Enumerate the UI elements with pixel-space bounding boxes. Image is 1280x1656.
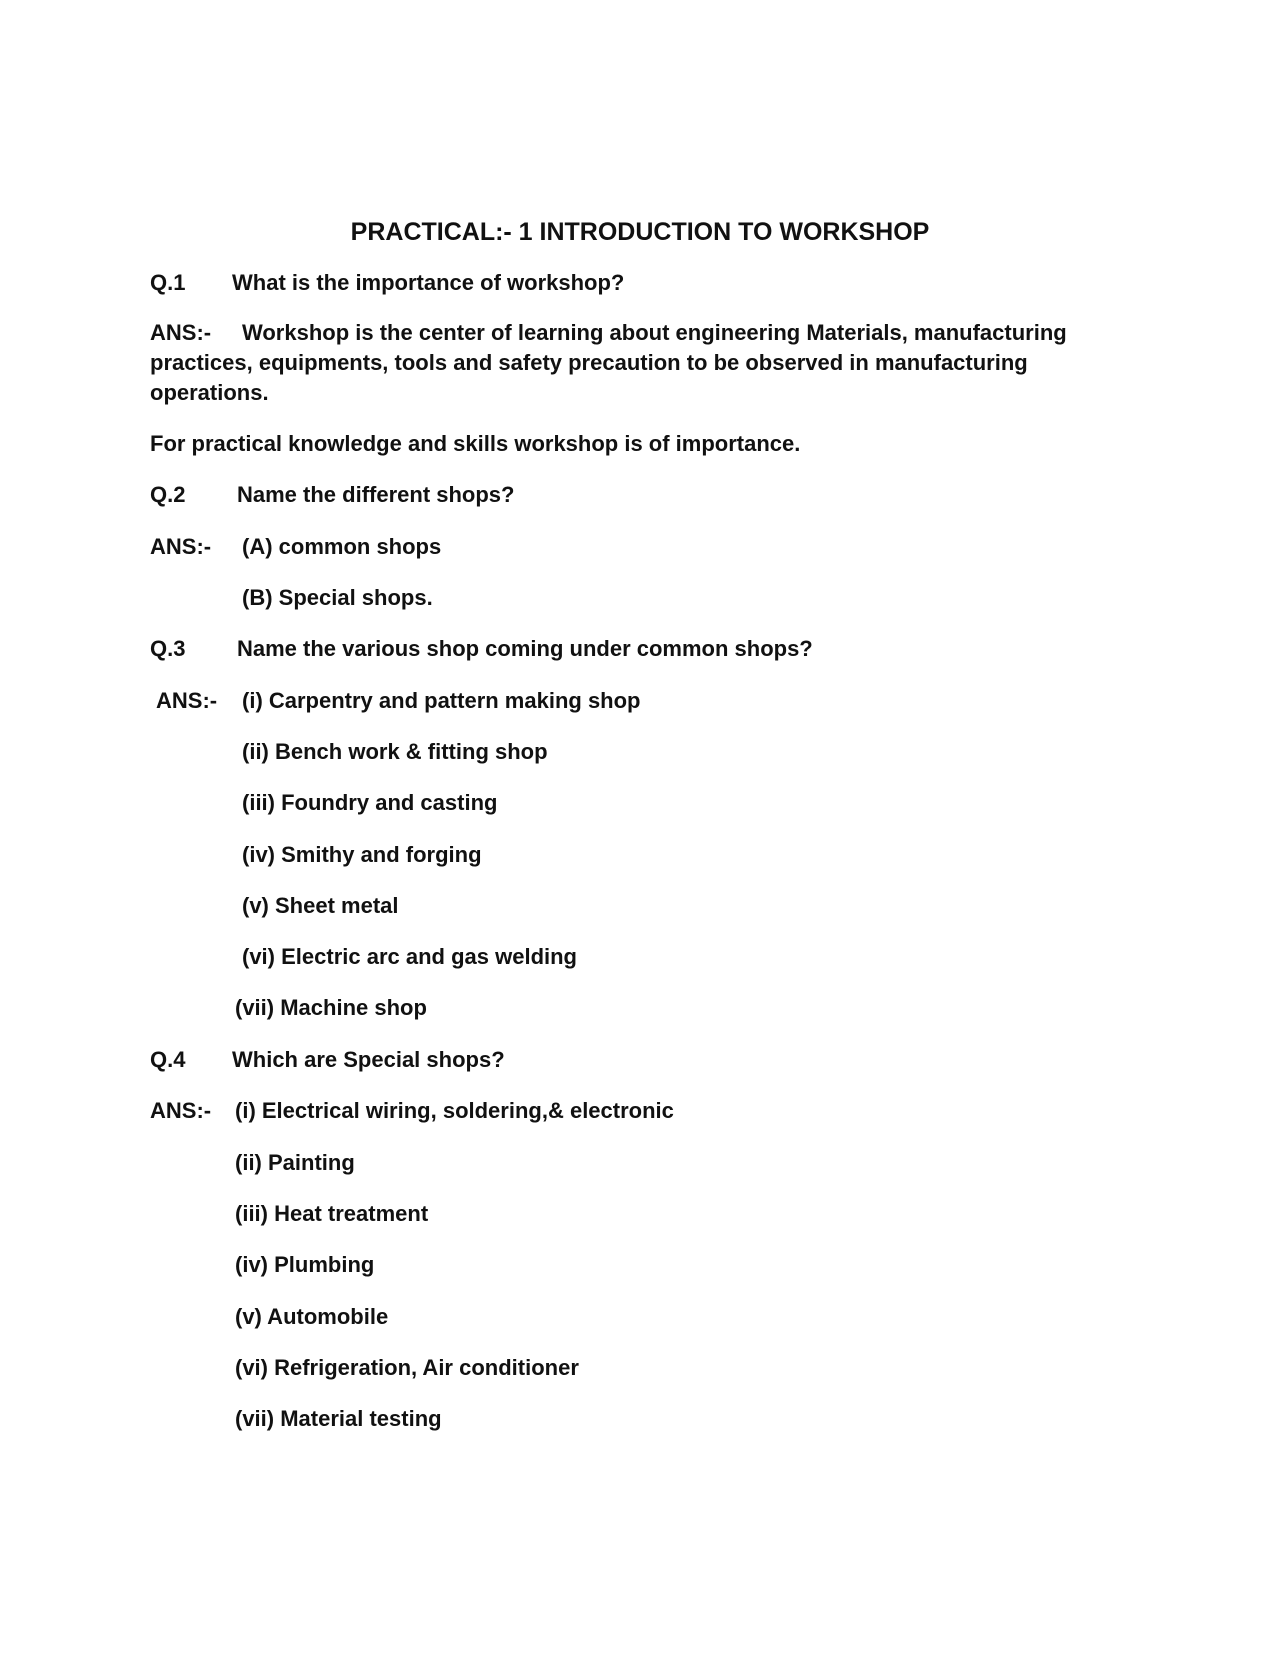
- q1-answer-line-2: practices, equipments, tools and safety precaution to be observed in manufacturing: [150, 350, 1028, 375]
- q1-question: What is the importance of workshop?: [232, 270, 625, 295]
- q2-item: (A) common shops: [242, 534, 442, 559]
- q3-item: (ii) Bench work & fitting shop: [242, 739, 548, 764]
- q3-item: (iv) Smithy and forging: [242, 842, 482, 867]
- q1-answer-line-1: Workshop is the center of learning about engineering Materials, manufacturing: [242, 320, 1067, 345]
- q3-item: (vi) Electric arc and gas welding: [242, 944, 577, 969]
- q3-item: (v) Sheet metal: [242, 893, 399, 918]
- q3-question: Name the various shop coming under common shops?: [237, 636, 813, 661]
- q1-label: Q.1: [150, 270, 186, 295]
- q4-item: (v) Automobile: [235, 1304, 389, 1329]
- q4-item: (iii) Heat treatment: [235, 1201, 429, 1226]
- q2-question: Name the different shops?: [237, 482, 515, 507]
- q1-answer-line-3: operations.: [150, 380, 269, 405]
- q3-label: Q.3: [150, 636, 186, 661]
- q4-question: Which are Special shops?: [232, 1047, 505, 1072]
- q3-item: (vii) Machine shop: [235, 995, 427, 1020]
- q4-item: (i) Electrical wiring, soldering,& electronic: [235, 1098, 674, 1123]
- q4-item: (vii) Material testing: [235, 1406, 442, 1431]
- page-title: PRACTICAL:- 1 INTRODUCTION TO WORKSHOP: [350, 218, 930, 246]
- q2-label: Q.2: [150, 482, 186, 507]
- q4-item: (vi) Refrigeration, Air conditioner: [235, 1355, 579, 1380]
- q3-item: (i) Carpentry and pattern making shop: [242, 688, 641, 713]
- q1-ans-label: ANS:-: [150, 320, 212, 345]
- q4-item: (iv) Plumbing: [235, 1252, 375, 1277]
- q4-ans-label: ANS:-: [150, 1098, 212, 1123]
- q3-item: (iii) Foundry and casting: [242, 790, 498, 815]
- q2-ans-label: ANS:-: [150, 534, 212, 559]
- q3-ans-label: ANS:-: [156, 688, 218, 713]
- q4-item: (ii) Painting: [235, 1150, 355, 1175]
- q4-label: Q.4: [150, 1047, 186, 1072]
- q2-item: (B) Special shops.: [242, 585, 433, 610]
- q1-note: For practical knowledge and skills workshop is of importance.: [150, 431, 801, 456]
